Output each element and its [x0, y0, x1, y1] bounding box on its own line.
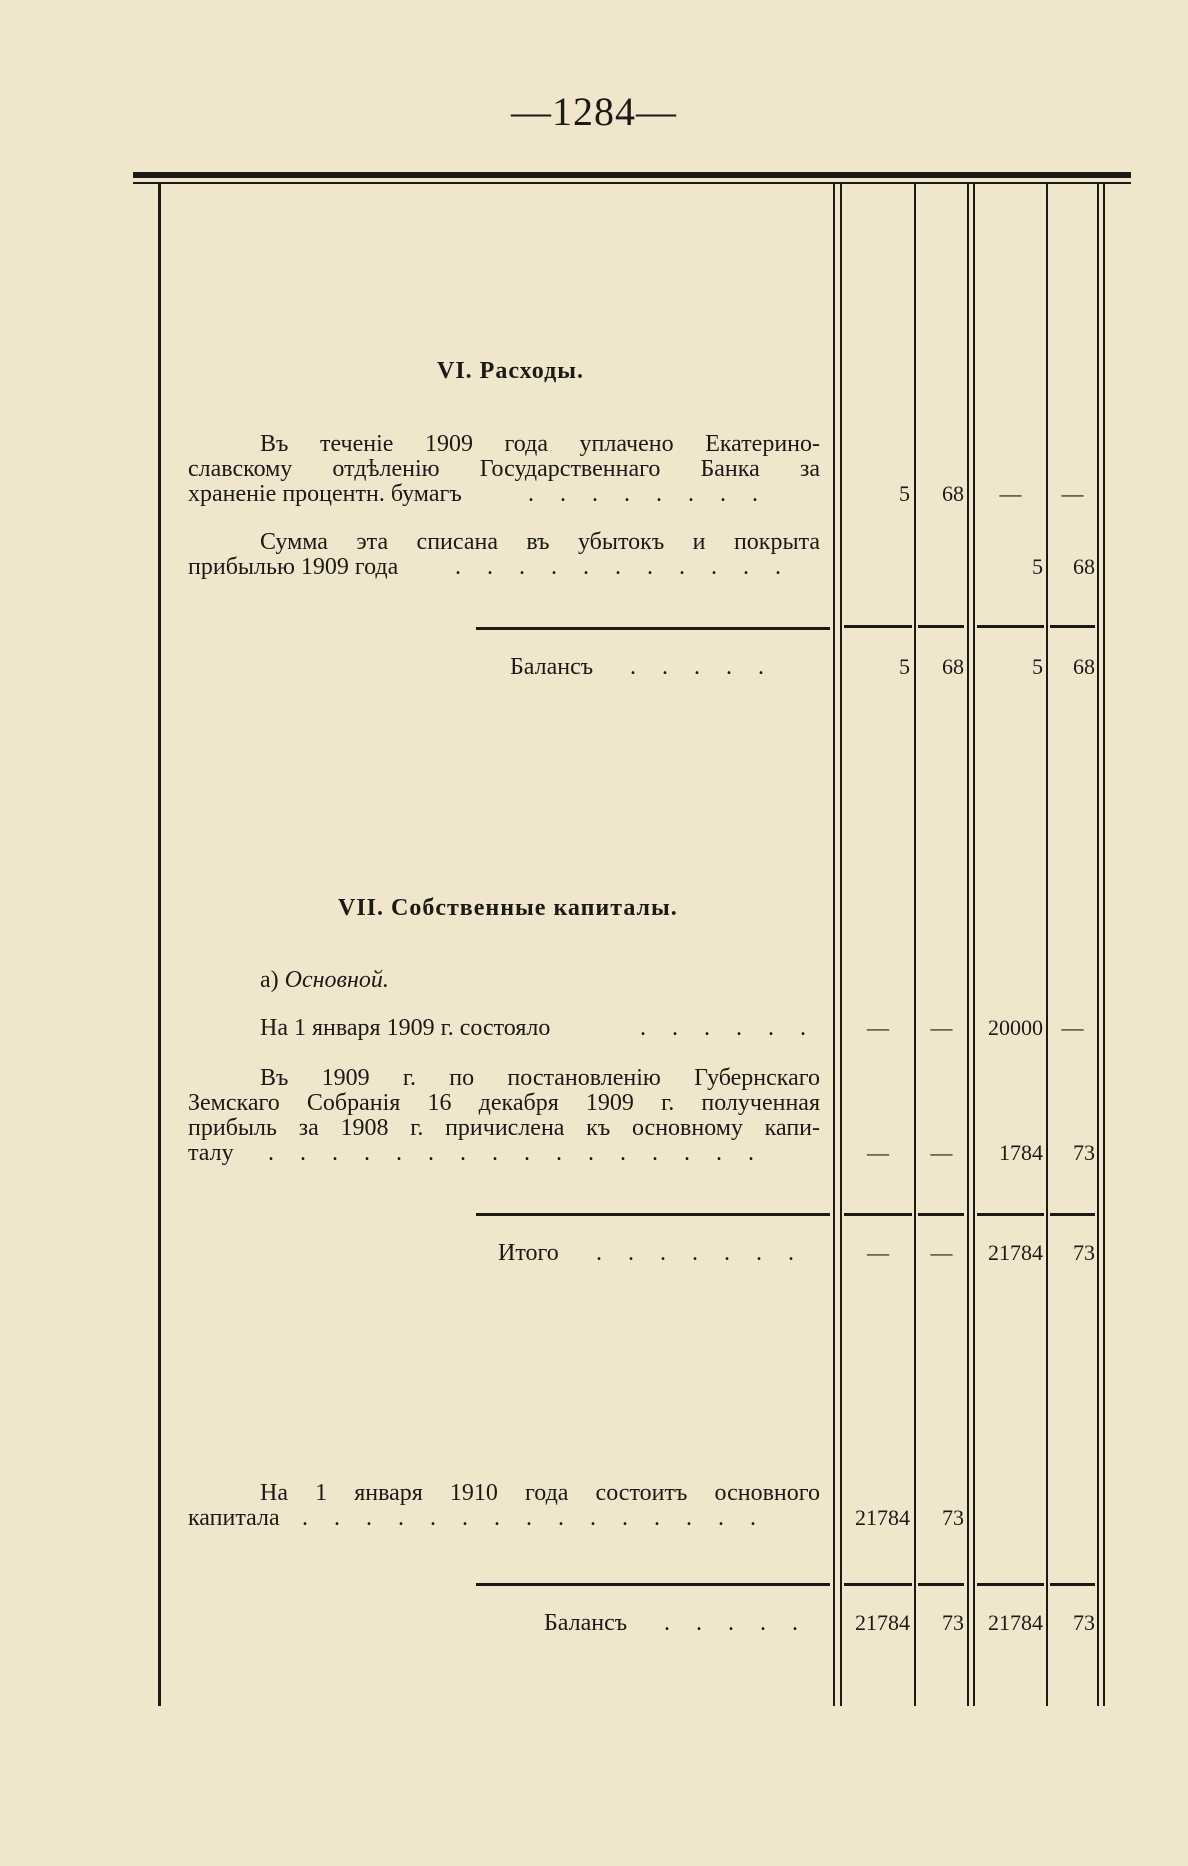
section7-balance-a-kop: 73	[942, 1610, 964, 1635]
section7-balance-b-rub: 21784	[988, 1610, 1043, 1635]
section6-entry2-line2: прибылью 1909 года	[188, 554, 399, 580]
section7-total-rule-col4	[1050, 1213, 1095, 1216]
section7-entry2-dots: . . . . . . . . . . . . . . . .	[268, 1140, 764, 1166]
section6-balance-a-rub: 5	[899, 654, 910, 679]
section7-entry2-line4: талу	[188, 1140, 234, 1166]
section6-balance-dots: . . . . .	[630, 654, 774, 680]
top-rule-thin	[133, 182, 1131, 184]
section6-entry1-dots: . . . . . . . .	[528, 481, 768, 507]
section7-entry1-label: На 1 января 1909 г. состояло	[260, 1015, 551, 1041]
section7-balance-a-rub: 21784	[855, 1610, 910, 1635]
section7-balance-rule-col1	[844, 1583, 912, 1586]
section7-entry2-b-rub: 1784	[999, 1140, 1043, 1165]
section7-total-rule-col2	[918, 1213, 964, 1216]
section6-entry1-a-rub: 5	[899, 481, 910, 506]
section6-entry2-b-rub: 5	[1032, 554, 1043, 579]
section7-total-rule	[476, 1213, 830, 1216]
section6-entry2-dots: . . . . . . . . . . .	[455, 554, 791, 580]
section7-subtitle	[260, 968, 389, 992]
section7-balance-dots: . . . . .	[664, 1610, 808, 1636]
col-rule-5b	[1103, 184, 1105, 1706]
section6-sum-rule-col2	[918, 625, 964, 628]
section6-balance-label: Балансъ	[510, 654, 594, 680]
section7-balance-rule-col3	[977, 1583, 1044, 1586]
col-rule-2	[914, 184, 916, 1706]
section7-entry1-a-rub: —	[867, 1015, 889, 1040]
section6-entry2-line1: Сумма эта списана въ убытокъ и покрыта	[260, 529, 820, 555]
section6-entry1-line3: храненіе процентн. бумагъ	[188, 481, 462, 507]
section7-entry3-line2: капитала	[188, 1505, 280, 1531]
section6-sum-rule-col4	[1050, 625, 1095, 628]
section7-total-b-kop: 73	[1073, 1240, 1095, 1265]
section6-sum-rule-col1	[844, 625, 912, 628]
section7-entry2-b-kop: 73	[1073, 1140, 1095, 1165]
section6-balance-a-kop: 68	[942, 654, 964, 679]
section7-balance-rule-col2	[918, 1583, 964, 1586]
section6-balance-b-rub: 5	[1032, 654, 1043, 679]
section7-entry3-a-kop: 73	[942, 1505, 964, 1530]
section7-total-dots: . . . . . . .	[596, 1240, 804, 1266]
section6-entry1-a-kop: 68	[942, 481, 964, 506]
col-rule-4	[1046, 184, 1048, 1706]
section7-entry2-a-rub: —	[867, 1140, 889, 1165]
section7-subtitle-prefix: а)	[260, 967, 279, 993]
section7-entry1-b-rub: 20000	[988, 1015, 1043, 1040]
section6-sum-rule-col3	[977, 625, 1044, 628]
section6-title: VI. Расходы.	[437, 358, 584, 384]
section7-balance-b-kop: 73	[1073, 1610, 1095, 1635]
section7-total-label: Итого	[498, 1240, 559, 1266]
section7-total-b-rub: 21784	[988, 1240, 1043, 1265]
section7-entry3-dots: . . . . . . . . . . . . . . .	[302, 1505, 766, 1531]
section7-balance-label: Балансъ	[544, 1610, 628, 1636]
section7-entry3-a-rub: 21784	[855, 1505, 910, 1530]
section6-entry1-b-kop: —	[1061, 481, 1084, 506]
col-rule-3b	[973, 184, 975, 1706]
section7-total-rule-col1	[844, 1213, 912, 1216]
section7-entry1-b-kop: —	[1061, 1015, 1084, 1040]
section7-balance-rule	[476, 1583, 830, 1586]
section7-entry1-dots: . . . . . .	[640, 1015, 816, 1041]
section6-entry2-b-kop: 68	[1073, 554, 1095, 579]
left-border	[158, 184, 161, 1706]
col-rule-5a	[1097, 184, 1099, 1706]
section6-balance-b-kop: 68	[1073, 654, 1095, 679]
col-rule-3a	[967, 184, 969, 1706]
section7-entry2-line3: прибыль за 1908 г. причислена къ основному капи-	[188, 1115, 820, 1141]
col-rule-1a	[833, 184, 835, 1706]
section6-entry1-line1: Въ теченіе 1909 года уплачено Екатерино-	[260, 431, 820, 457]
top-rule	[133, 172, 1131, 178]
section7-entry1-a-kop: —	[930, 1015, 953, 1040]
section7-entry2-line2: Земскаго Собранія 16 декабря 1909 г. полученная	[188, 1090, 820, 1116]
col-rule-1b	[840, 184, 842, 1706]
section7-entry2-line1: Въ 1909 г. по постановленію Губернскаго	[260, 1065, 820, 1091]
section7-title: VII. Собственные капиталы.	[338, 895, 678, 921]
section7-total-rule-col3	[977, 1213, 1044, 1216]
section6-sum-rule	[476, 627, 830, 630]
section6-entry1-b-rub: —	[999, 481, 1022, 506]
page-number: —1284—	[511, 89, 677, 134]
section7-balance-rule-col4	[1050, 1583, 1095, 1586]
section6-entry1-line2: славскому отдѣленію Государственнаго Банка за	[188, 456, 820, 482]
section7-entry2-a-kop: —	[930, 1140, 953, 1165]
section7-subtitle-text: Основной.	[284, 967, 389, 993]
section7-total-a-kop: —	[930, 1240, 953, 1265]
section7-total-a-rub: —	[867, 1240, 889, 1265]
section7-entry3-line1: На 1 января 1910 года состоитъ основного	[260, 1480, 820, 1506]
